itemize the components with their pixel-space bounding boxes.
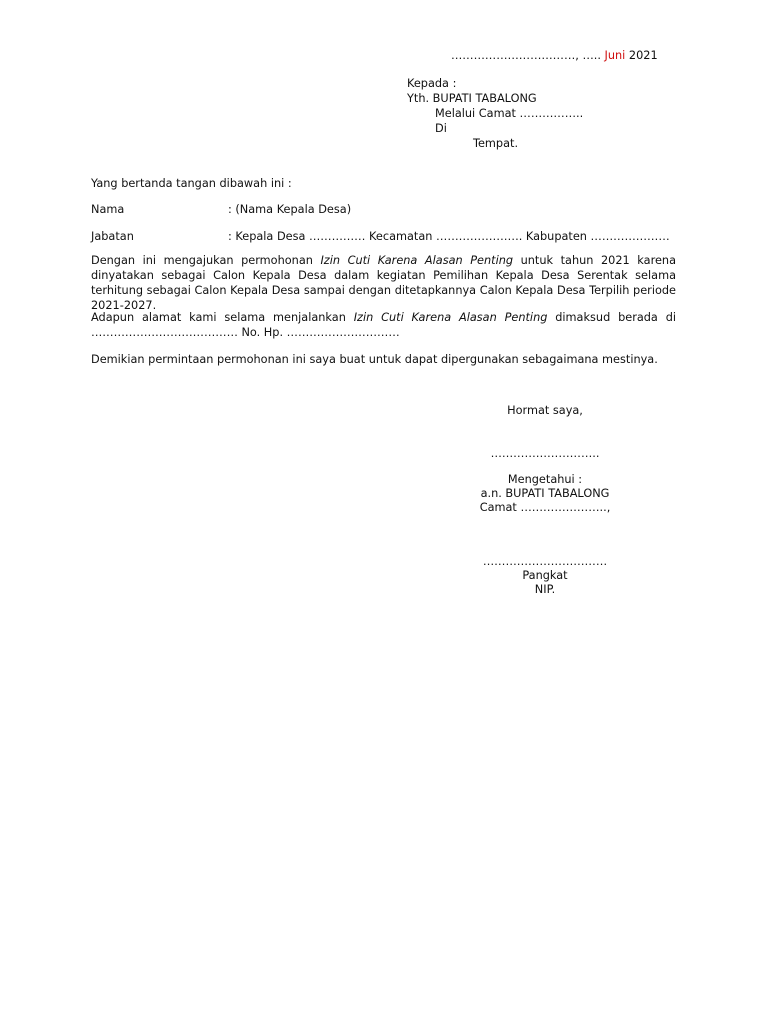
recipient-yth: Yth. BUPATI TABALONG bbox=[407, 92, 537, 105]
sig-dots: ……………………….. bbox=[490, 447, 600, 460]
para1-italic: Izin Cuti Karena Alasan Penting bbox=[320, 254, 514, 267]
date-prefix: ……………………………, ….. bbox=[451, 49, 605, 62]
field-nama-value: : (Nama Kepala Desa) bbox=[228, 203, 352, 216]
paragraph-alamat bbox=[91, 310, 676, 340]
recipient-kepada: Kepada : bbox=[407, 77, 457, 90]
para2-italic: Izin Cuti Karena Alasan Penting bbox=[353, 311, 548, 324]
sig-camat: Camat ………………….., bbox=[479, 501, 611, 514]
recipient-di: Di bbox=[435, 122, 447, 135]
sig-nip: NIP. bbox=[534, 583, 556, 596]
sig-pangkat: Pangkat bbox=[522, 569, 568, 582]
para2-part2: dimaksud berada di ………………………………… No. Hp. ………………………… bbox=[91, 311, 676, 339]
field-jabatan-label: Jabatan bbox=[91, 230, 134, 243]
intro-text: Yang bertanda tangan dibawah ini : bbox=[91, 177, 292, 190]
sig-camat-dots: …………………………… bbox=[482, 555, 608, 568]
sig-mengetahui: Mengetahui : bbox=[507, 473, 583, 486]
sig-an-bupati: a.n. BUPATI TABALONG bbox=[480, 487, 610, 500]
paragraph-penutup: Demikian permintaan permohonan ini saya buat untuk dapat dipergunakan sebagaimana mestinya. bbox=[91, 353, 658, 366]
date-line bbox=[451, 48, 658, 63]
para2-part1: Adapun alamat kami selama menjalankan bbox=[91, 311, 354, 324]
recipient-melalui: Melalui Camat …………….. bbox=[435, 107, 584, 120]
para1-part2: untuk tahun 2021 karena dinyatakan sebagai Calon Kepala Desa dalam kegiatan Pemilihan Kepala Desa Serentak selama terhitung sebagai Calon Kepala Desa sampai dengan ditetapkannya Calon Kepala Desa Terpilih periode 2021-2027. bbox=[91, 254, 676, 312]
field-jabatan-value: : Kepala Desa …………… Kecamatan ………………….. Kabupaten ………………… bbox=[228, 230, 670, 243]
field-nama-label: Nama bbox=[91, 203, 125, 216]
recipient-tempat: Tempat. bbox=[473, 137, 519, 150]
para1-part1: Dengan ini mengajukan permohonan bbox=[91, 254, 321, 267]
paragraph-permohonan bbox=[91, 253, 676, 313]
sig-hormat: Hormat saya, bbox=[507, 404, 583, 417]
date-year: 2021 bbox=[625, 49, 658, 62]
date-month: Juni bbox=[604, 49, 626, 62]
